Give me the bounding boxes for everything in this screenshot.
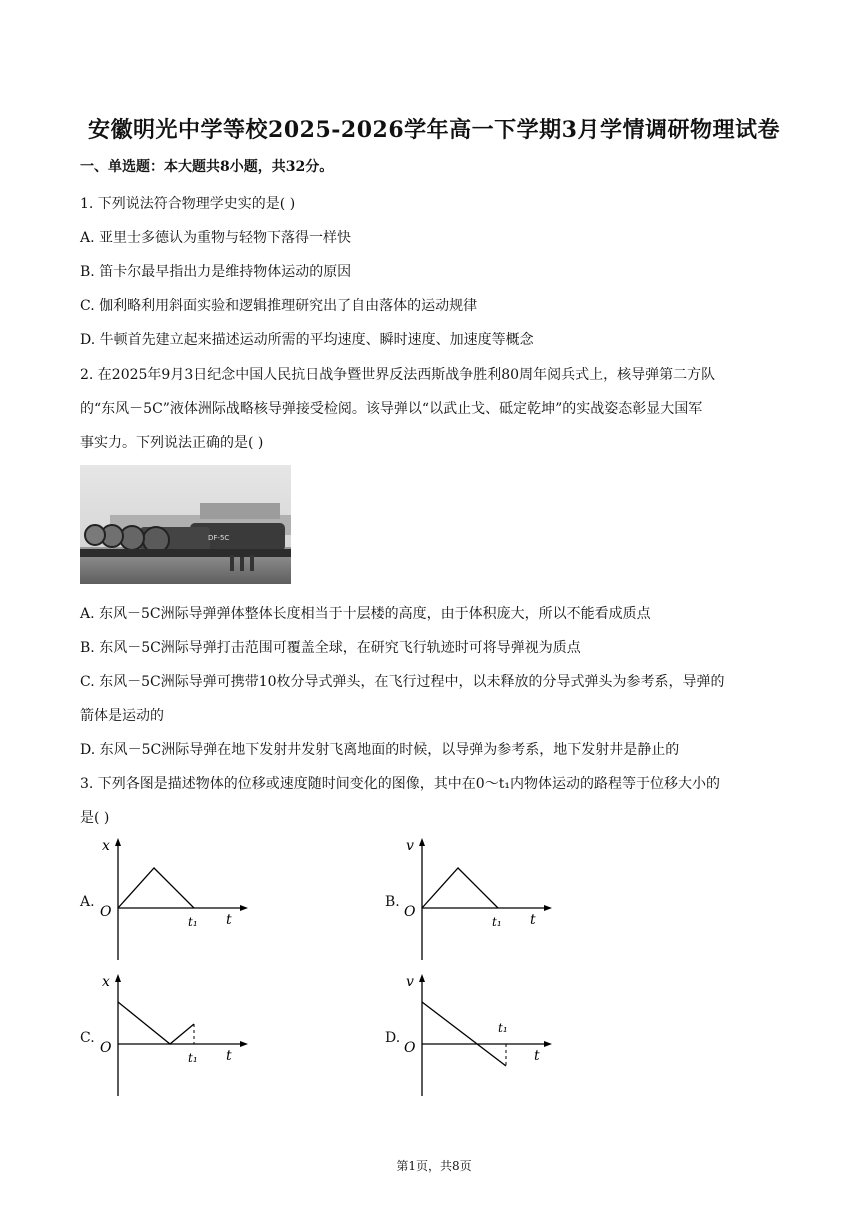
q2-option-d: D. 东风－5C洲际导弹在地下发射井发射飞离地面的时候，以导弹为参考系，地下发射井是静止的 [80,742,680,758]
q3-option-b-label: B. [385,894,400,910]
q3-stem-line2: 是( ) [80,810,110,826]
q2-option-c-line2: 箭体是运动的 [80,708,164,724]
graph-d [398,972,558,1100]
origin-label: O [404,904,416,920]
y-axis-label: v [406,974,414,990]
q3-option-a-label: A. [80,894,95,910]
missile-parade-photo [80,465,291,584]
q1-option-d: D. 牛顿首先建立起来描述运动所需的平均速度、瞬时速度、加速度等概念 [80,332,534,348]
y-axis-label: v [406,838,414,854]
q1-option-b: B. 笛卡尔最早指出力是维持物体运动的原因 [80,264,352,280]
graph-a [94,836,254,964]
x-axis-label: t [226,1048,232,1064]
q2-option-a: A. 东风－5C洲际导弹弹体整体长度相当于十层楼的高度，由于体积庞大，所以不能看成质点 [80,606,651,622]
x-axis-label: t [226,912,232,928]
q2-option-b: B. 东风－5C洲际导弹打击范围可覆盖全球，在研究飞行轨迹时可将导弹视为质点 [80,640,581,656]
q2-stem-line1: 2. 在2025年9月3日纪念中国人民抗日战争暨世界反法西斯战争胜利80周年阅兵式上，核导弹第二方队 [80,367,716,383]
x-axis-label: t [530,912,536,928]
graph-c [94,972,254,1100]
page-title: 安徽明光中学等校2025-2026学年高一下学期3月学情调研物理试卷 [88,117,780,143]
x-axis-label: t [534,1048,540,1064]
t1-label: t₁ [492,915,502,929]
q3-option-d-label: D. [385,1030,401,1046]
q1-option-a: A. 亚里士多德认为重物与轻物下落得一样快 [80,230,352,246]
y-axis-label: x [102,974,110,990]
q1-stem: 1. 下列说法符合物理学史实的是( ) [80,196,296,212]
y-axis-label: x [102,838,110,854]
graph-b [398,836,558,964]
t1-label: t₁ [188,915,198,929]
q2-stem-line2: 的“东风－5C”液体洲际战略核导弹接受检阅。该导弹以“以武止戈、砥定乾坤”的实战姿态彰显大国军 [80,401,703,417]
origin-label: O [404,1040,416,1056]
q2-stem-line3: 事实力。下列说法正确的是( ) [80,435,264,451]
q3-stem-line1: 3. 下列各图是描述物体的位移或速度随时间变化的图像，其中在0～t₁内物体运动的路程等于位移大小的 [80,776,720,792]
page-footer: 第1页，共8页 [396,1159,472,1173]
q1-option-c: C. 伽利略利用斜面实验和逻辑推理研究出了自由落体的运动规律 [80,298,478,314]
missile-label: DF-5C [208,534,230,542]
section-heading: 一、单选题：本大题共8小题，共32分。 [80,159,334,175]
q2-option-c-line1: C. 东风－5C洲际导弹可携带10枚分导式弹头，在飞行过程中，以未释放的分导式弹头为参考系，导弹的 [80,674,725,690]
origin-label: O [100,904,112,920]
t1-label: t₁ [188,1051,198,1065]
t1-label: t₁ [498,1021,508,1035]
origin-label: O [100,1040,112,1056]
q3-option-c-label: C. [80,1030,95,1046]
